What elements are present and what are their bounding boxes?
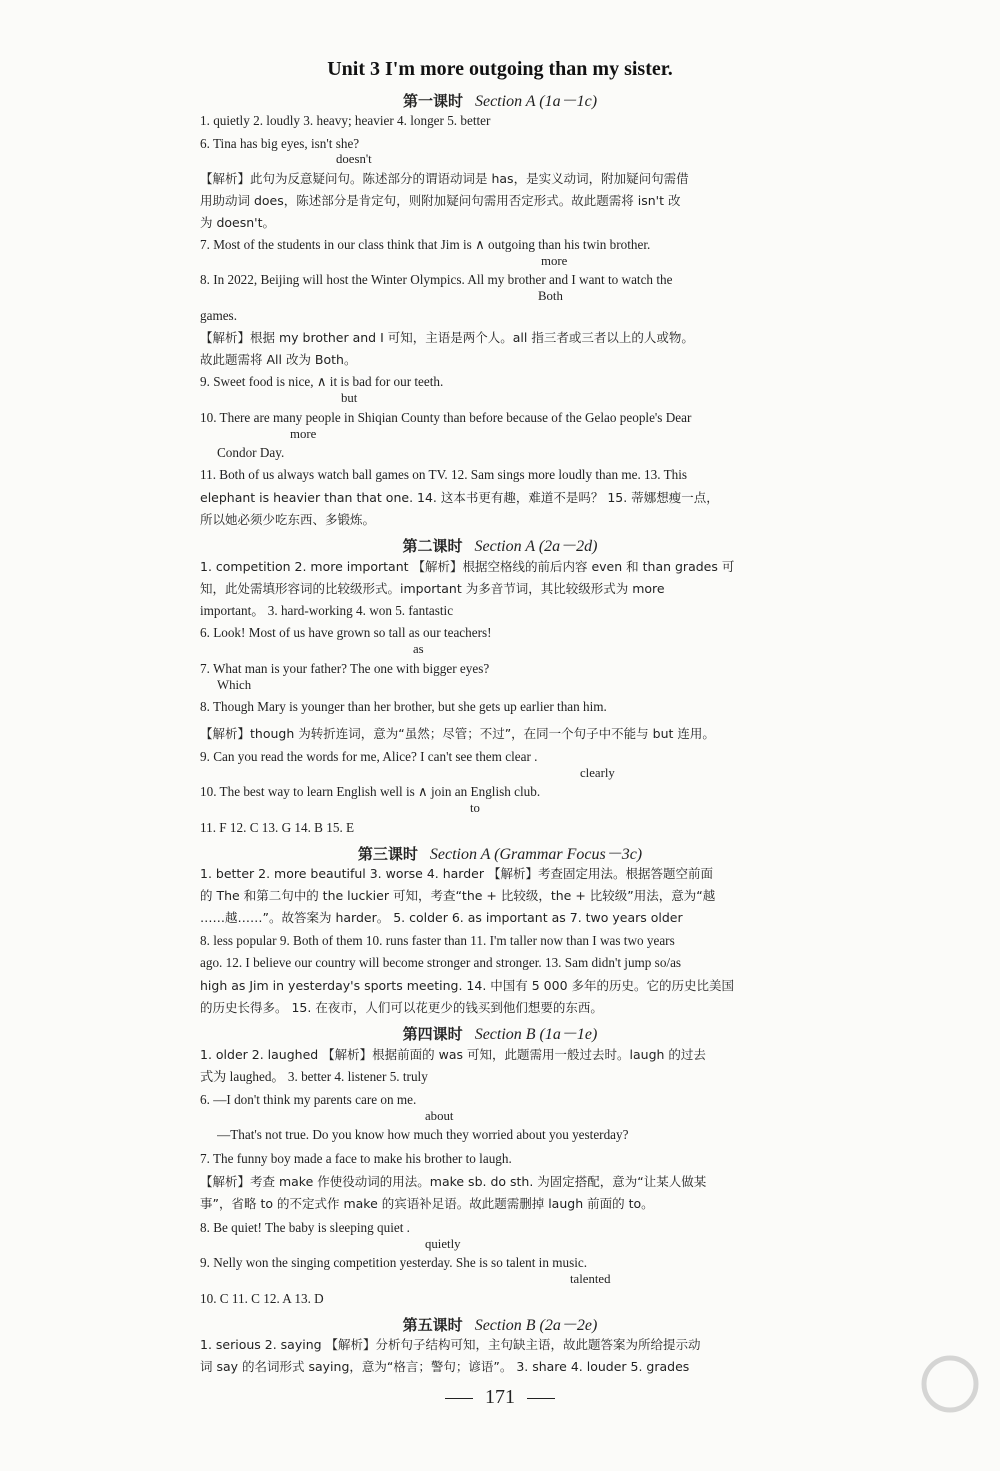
- watermark-logo: [800, 1344, 980, 1459]
- answer-line: 的历史长得多。 15. 在夜市，人们可以花更少的钱买到他们想要的东西。: [200, 1000, 603, 1015]
- correction: to: [470, 801, 480, 815]
- answer-line: 6. Look! Most of us have grown so tall as our teachers!: [200, 625, 492, 640]
- explanation-line: 为 doesn't。: [200, 215, 276, 230]
- answer-line: ……越……”。故答案为 harder。 5. colder 6. as important as 7. two years older: [200, 910, 683, 925]
- answer-line: 11. F 12. C 13. G 14. B 15. E: [200, 820, 355, 835]
- correction: as: [413, 642, 424, 656]
- section-range: Section A (2a－2d): [474, 538, 598, 555]
- answer-line: 1. serious 2. saying 【解析】分析句子结构可知，主句缺主语，故此题答案为所给提示动: [200, 1337, 701, 1352]
- answer-line: games.: [200, 308, 237, 323]
- answer-line: 7. Most of the students in our class think that Jim is ∧ outgoing than his twin brother.: [200, 237, 651, 252]
- answer-line: 8. Though Mary is younger than her brother, but she gets up earlier than him.: [200, 699, 607, 714]
- section-range: Section A (1a－1c): [474, 93, 598, 110]
- answer-line: 所以她必须少吃东西、多锻炼。: [200, 512, 376, 527]
- explanation-line: 【解析】though 为转折连词，意为“虽然；尽管；不过”，在同一个句子中不能与 but 连用。: [200, 726, 715, 741]
- answer-line: 9. Nelly won the singing competition yesterday. She is so talent in music.: [200, 1255, 588, 1270]
- answer-line: 10. There are many people in Shiqian County than before because of the Gelao people's Dear: [200, 410, 692, 425]
- answer-line: 式为 laughed。 3. better 4. listener 5. truly: [200, 1069, 428, 1084]
- correction: more: [541, 254, 568, 268]
- correction: doesn't: [336, 152, 372, 166]
- answer-line: 1. better 2. more beautiful 3. worse 4. harder 【解析】考查固定用法。根据答题空前面: [200, 866, 713, 881]
- section-header-4: [0, 1021, 1000, 1044]
- correction: quietly: [425, 1237, 461, 1251]
- answer-line: 11. Both of us always watch ball games on TV. 12. Sam sings more loudly than me. 13. This: [200, 467, 688, 482]
- answer-line: 8. Be quiet! The baby is sleeping quiet .: [200, 1220, 410, 1235]
- dash-right: [527, 1398, 555, 1399]
- answer-line: 6. Tina has big eyes, isn't she?: [200, 136, 360, 151]
- answer-line: 7. What man is your father? The one with bigger eyes?: [200, 661, 490, 676]
- answer-line: 9. Can you read the words for me, Alice? I can't see them clear .: [200, 749, 538, 764]
- section-header-1: [0, 88, 1000, 111]
- section-range: Section B (1a－1e): [474, 1026, 598, 1043]
- answer-line: 10. C 11. C 12. A 13. D: [200, 1291, 324, 1306]
- correction: about: [425, 1109, 454, 1123]
- dash-left: [445, 1398, 473, 1399]
- section-header-2: [0, 533, 1000, 556]
- correction: more: [290, 427, 317, 441]
- answer-line: 词 say 的名词形式 saying，意为“格言；警句；谚语”。 3. share 4. louder 5. grades: [200, 1359, 690, 1374]
- lesson-label: 第二课时: [402, 537, 463, 555]
- answer-line: 10. The best way to learn English well is ∧ join an English club.: [200, 784, 541, 799]
- section-header-5: [0, 1312, 1000, 1335]
- explanation-line: 【解析】根据 my brother and I 可知，主语是两个人。all 指三者或三者以上的人或物。: [200, 330, 694, 345]
- answer-line: 1. older 2. laughed 【解析】根据前面的 was 可知，此题需用一般过去时。laugh 的过去: [200, 1047, 706, 1062]
- correction: clearly: [580, 766, 615, 780]
- explanation-line: 【解析】此句为反意疑问句。陈述部分的谓语动词是 has，是实义动词，附加疑问句需借: [200, 171, 689, 186]
- answer-line: high as Jim in yesterday's sports meeting. 14. 中国有 5 000 多年的历史。它的历史比美国: [200, 978, 735, 993]
- answer-line: important。 3. hard-working 4. won 5. fantastic: [200, 603, 454, 618]
- answer-line: 1. quietly 2. loudly 3. heavy; heavier 4. longer 5. better: [200, 113, 491, 128]
- explanation-line: 故此题需将 All 改为 Both。: [200, 352, 357, 367]
- answer-line: elephant is heavier than that one. 14. 这本书更有趣，难道不是吗？ 15. 蒂娜想瘦一点，: [200, 490, 719, 505]
- answer-line: 的 The 和第二句中的 the luckier 可知，考查“the + 比较级，the + 比较级”用法，意为“越: [200, 888, 716, 903]
- section-range: Section B (2a－2e): [474, 1317, 598, 1334]
- answer-line: 知，此处需填形容词的比较级形式。important 为多音节词，其比较级形式为 more: [200, 581, 665, 596]
- watermark-ring-icon: [800, 1344, 980, 1459]
- section-header-3: [0, 841, 1000, 864]
- page-number-text: 171: [485, 1386, 515, 1408]
- answer-line: 8. less popular 9. Both of them 10. runs faster than 11. I'm taller now than I was two years: [200, 933, 675, 948]
- section-range: Section A (Grammar Focus－3c): [429, 846, 643, 863]
- correction: talented: [570, 1272, 611, 1286]
- lesson-label: 第四课时: [402, 1025, 463, 1043]
- explanation-line: 【解析】考查 make 作使役动词的用法。make sb. do sth. 为固定搭配，意为“让某人做某: [200, 1174, 707, 1189]
- answer-line: 7. The funny boy made a face to make his brother to laugh.: [200, 1151, 512, 1166]
- answer-line: 8. In 2022, Beijing will host the Winter Olympics. All my brother and I want to watch the: [200, 272, 673, 287]
- lesson-label: 第三课时: [357, 845, 418, 863]
- explanation-line: 用助动词 does，陈述部分是肯定句，则附加疑问句需用否定形式。故此题需将 isn't 改: [200, 193, 681, 208]
- answer-line: —That's not true. Do you know how much they worried about you yesterday?: [217, 1127, 629, 1142]
- unit-title: Unit 3 I'm more outgoing than my sister.: [327, 58, 673, 80]
- explanation-line: 事”，省略 to 的不定式作 make 的宾语补足语。故此题需删掉 laugh 前面的 to。: [200, 1196, 654, 1211]
- correction: Both: [538, 289, 563, 303]
- correction: Which: [217, 678, 252, 692]
- answer-line: ago. 12. I believe our country will become stronger and stronger. 13. Sam didn't jump so/as: [200, 955, 682, 970]
- answer-line: 6. —I don't think my parents care on me.: [200, 1092, 417, 1107]
- answer-line: 9. Sweet food is nice, ∧ it is bad for our teeth.: [200, 374, 444, 389]
- answer-line: 1. competition 2. more important 【解析】根据空格线的前后内容 even 和 than grades 可: [200, 559, 735, 574]
- answer-line: Condor Day.: [217, 445, 285, 460]
- correction: but: [341, 391, 358, 405]
- lesson-label: 第一课时: [402, 92, 463, 110]
- lesson-label: 第五课时: [402, 1316, 463, 1334]
